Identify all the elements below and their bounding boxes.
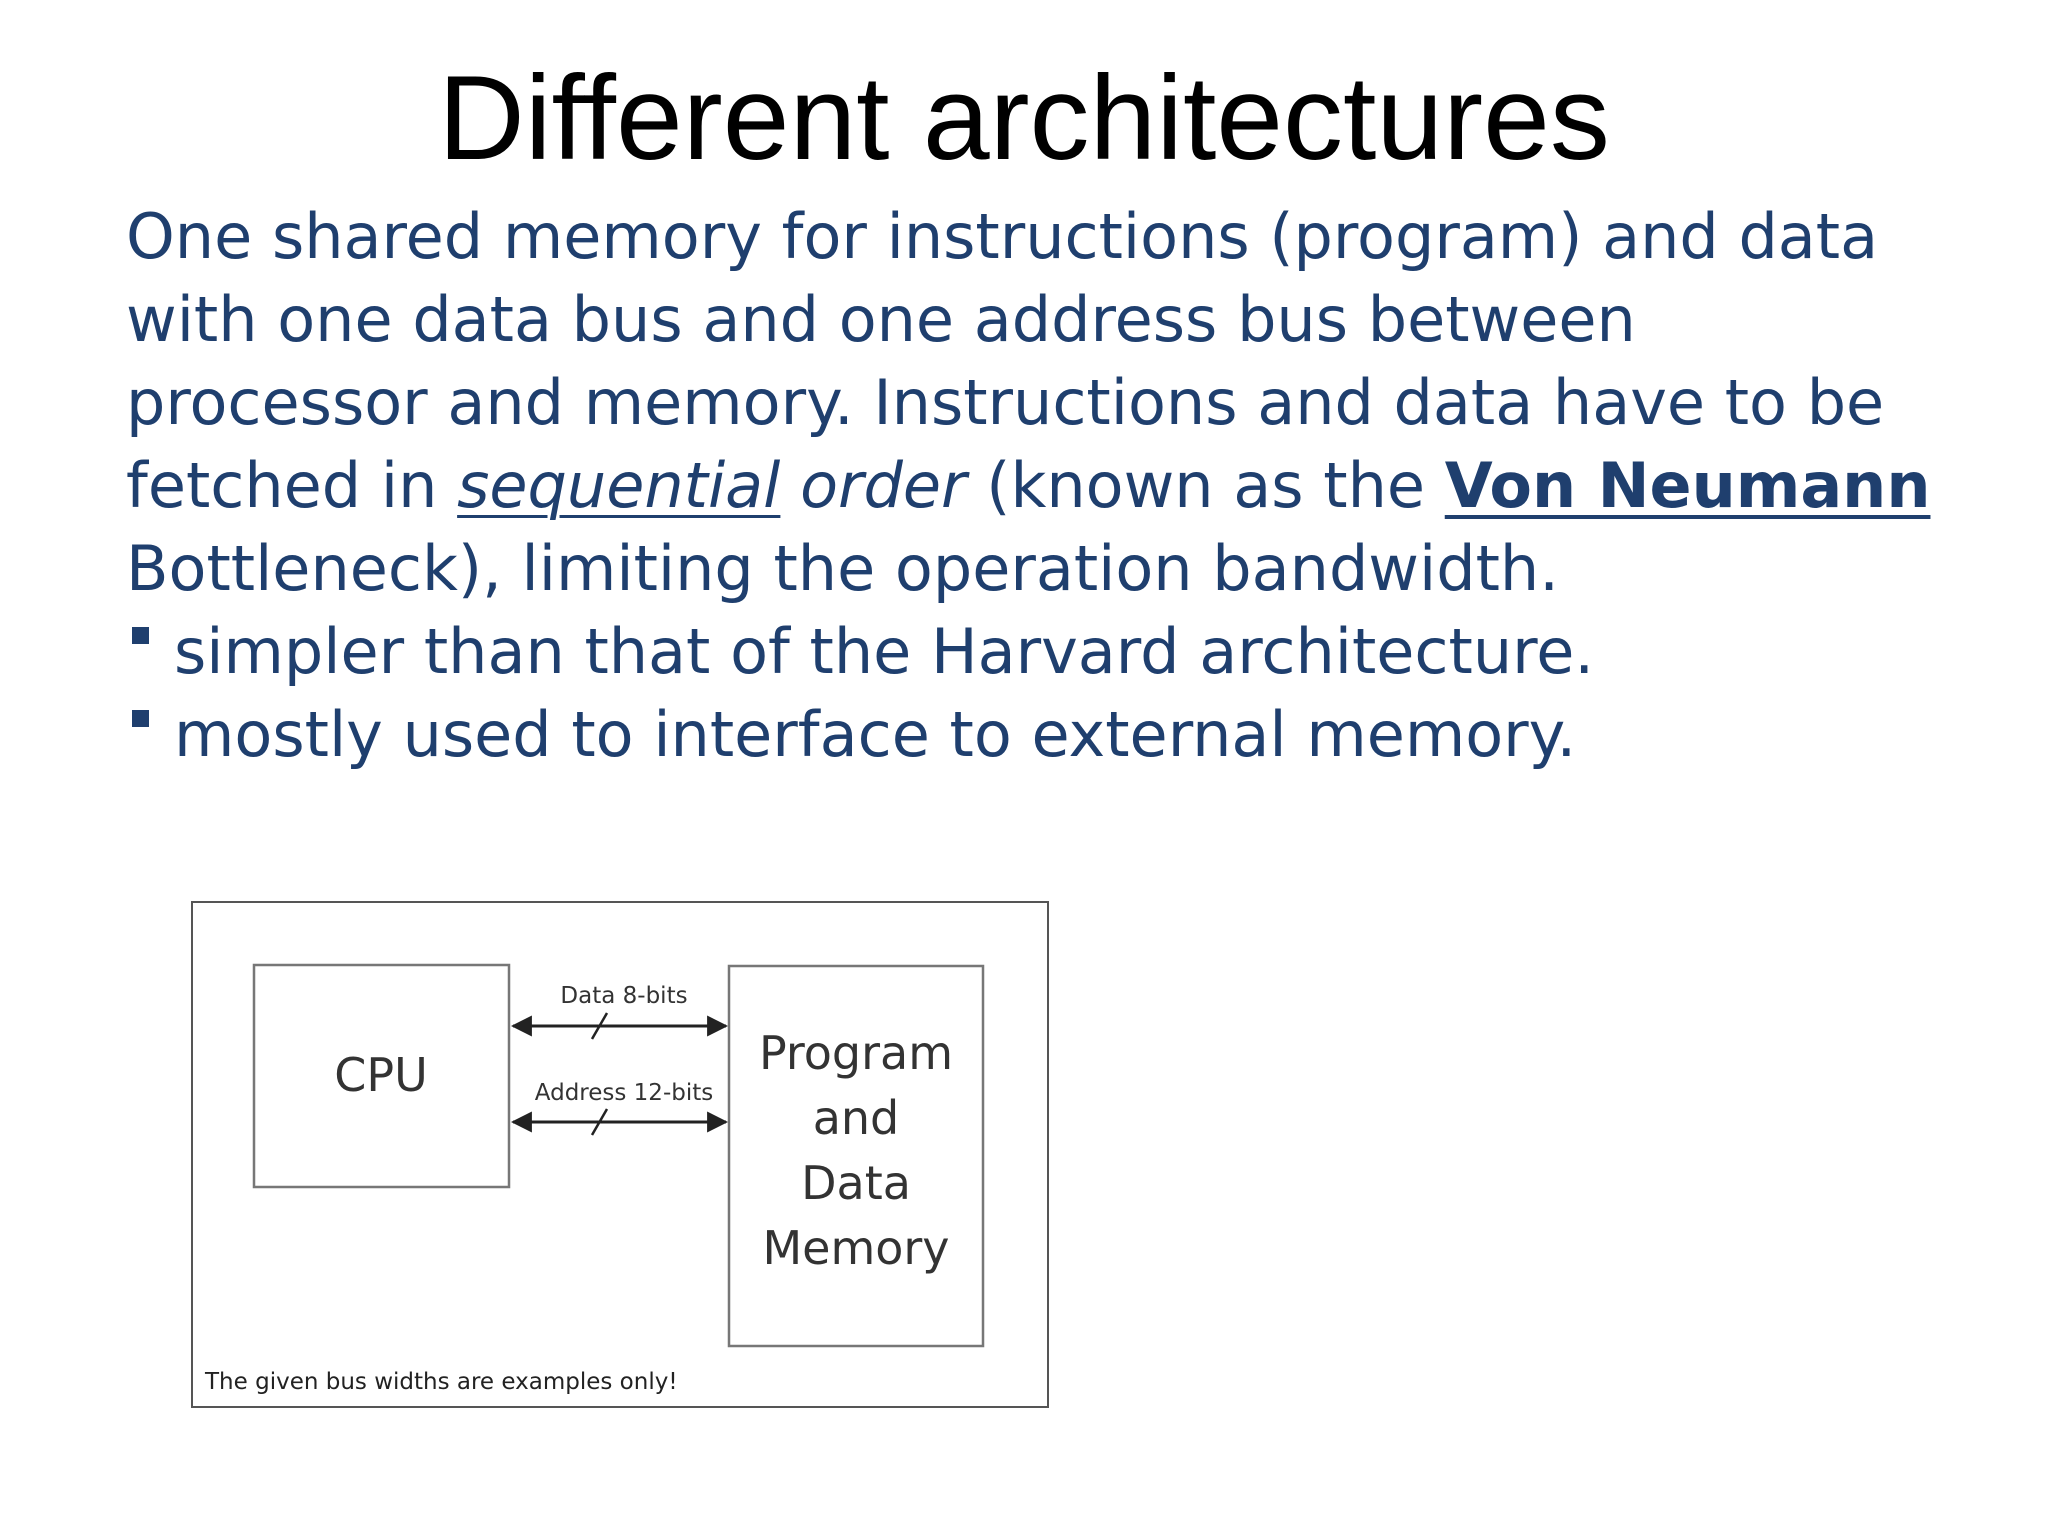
paragraph-text-1: One shared memory for instructions (program) and data with one data bus and one address bus between processor and memory. Instructions and data have to be fetched in [126,200,1885,522]
intro-paragraph [126,195,1946,610]
cpu-label: CPU [334,1048,428,1102]
bullet-item-simpler [126,610,1946,693]
paragraph-text-3: Bottleneck), limiting the operation bandwidth. [126,532,1559,605]
memory-label-line-3: Data [801,1156,911,1210]
diagram-canvas [193,903,1047,1406]
memory-label-line-2: and [812,1091,900,1145]
memory-label-line-4: Memory [762,1221,950,1275]
data-bus-label: Data 8-bits [560,983,688,1009]
order-emphasis: order [800,449,967,522]
address-bus-label: Address 12-bits [534,1080,714,1106]
von-neumann-diagram [191,901,1049,1408]
bullet-text: mostly used to interface to external memory. [174,698,1577,771]
bullet-text: simpler than that of the Harvard architecture. [174,615,1595,688]
paragraph-text-2: (known as the [966,449,1445,522]
von-neumann-term: Von Neumann [1444,449,1931,522]
slide-title: Different architectures [438,51,1610,185]
sequential-emphasis: sequential [457,449,781,522]
bullet-list [126,610,1946,776]
square-bullet-icon [132,710,149,727]
paragraph-space [780,449,800,522]
slide-body [126,195,1946,776]
square-bullet-icon [132,627,149,644]
memory-label-line-1: Program [758,1026,954,1080]
bullet-item-external-memory [126,693,1946,776]
diagram-footnote: The given bus widths are examples only! [205,1369,678,1395]
